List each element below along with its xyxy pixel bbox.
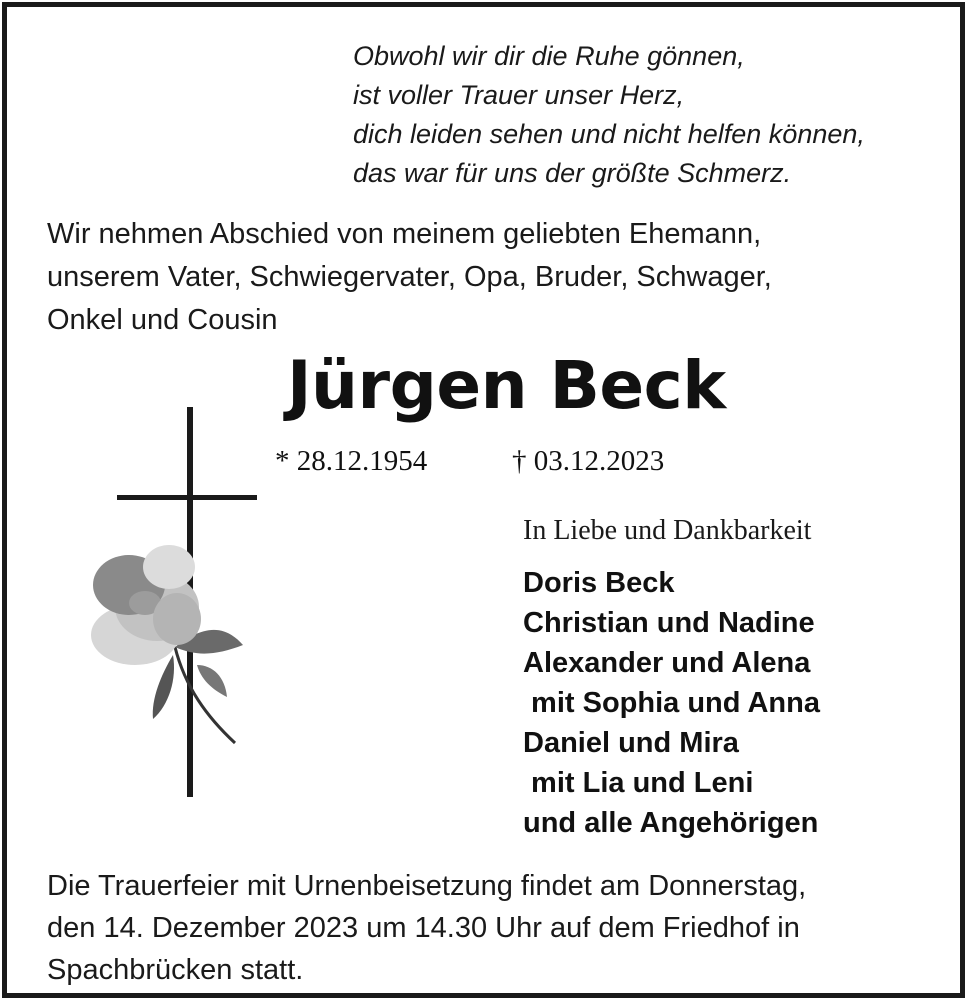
deceased-name: Jürgen Beck: [287, 347, 726, 424]
intro-line: Wir nehmen Abschied von meinem geliebten Ehemann,: [47, 218, 762, 250]
intro-line: Onkel und Cousin: [47, 304, 278, 336]
poem-line: Obwohl wir dir die Ruhe gönnen,: [353, 41, 745, 71]
mourners-heading: In Liebe und Dankbarkeit: [523, 515, 812, 546]
mourner-line: mit Sophia und Anna: [523, 687, 820, 719]
poem-line: dich leiden sehen und nicht helfen können,: [353, 119, 865, 149]
mourner-line: Alexander und Alena: [523, 647, 811, 679]
funeral-notice: [47, 865, 806, 991]
poem-line: ist voller Trauer unser Herz,: [353, 80, 685, 110]
mourner-line: Christian und Nadine: [523, 607, 815, 639]
cross-with-rose-icon: [57, 407, 257, 807]
poem: [353, 37, 865, 193]
poem-line: das war für uns der größte Schmerz.: [353, 158, 792, 188]
farewell-intro: [47, 213, 772, 342]
obituary-frame: [2, 2, 965, 998]
funeral-line: den 14. Dezember 2023 um 14.30 Uhr auf dem Friedhof in: [47, 912, 800, 944]
mourner-line: und alle Angehörigen: [523, 807, 819, 839]
death-date: † 03.12.2023: [512, 445, 665, 477]
funeral-line: Spachbrücken statt.: [47, 954, 304, 986]
mourner-line: Doris Beck: [523, 567, 675, 599]
mourner-line: mit Lia und Leni: [523, 767, 754, 799]
birth-date: * 28.12.1954: [275, 445, 428, 477]
funeral-line: Die Trauerfeier mit Urnenbeisetzung findet am Donnerstag,: [47, 870, 807, 902]
mourner-line: Daniel und Mira: [523, 727, 739, 759]
intro-line: unserem Vater, Schwiegervater, Opa, Bruder, Schwager,: [47, 261, 772, 293]
mourners-list: [523, 563, 820, 843]
